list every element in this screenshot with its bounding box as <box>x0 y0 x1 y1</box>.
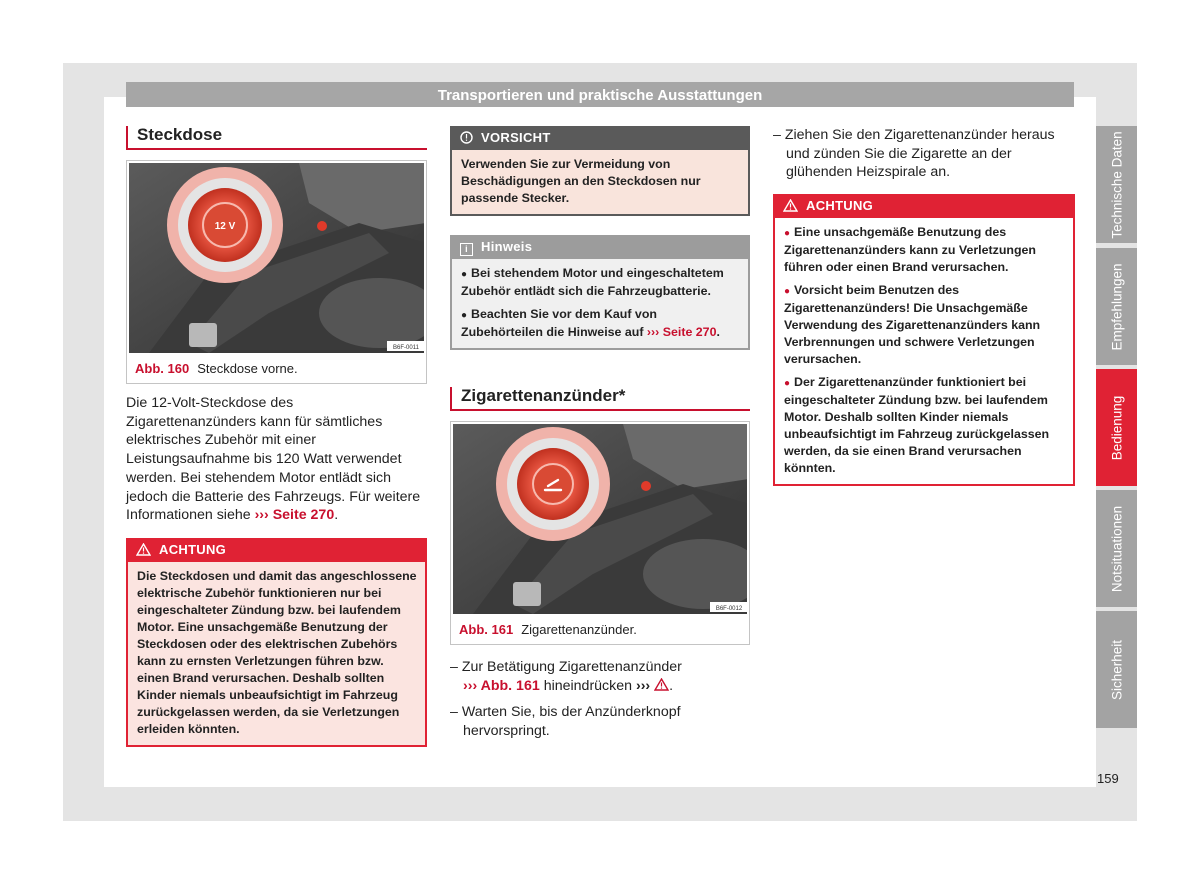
caution-circle-icon <box>460 131 473 144</box>
tab-label: Sicherheit <box>1109 639 1124 700</box>
figure-code: B6F-0012 <box>715 606 743 612</box>
lighter-photo-illustration <box>453 424 747 614</box>
page-reference-link[interactable]: ››› Seite 270 <box>646 325 717 339</box>
tab-label: Technische Daten <box>1109 130 1124 239</box>
warning-header <box>773 194 1075 218</box>
figure-number: Abb. 161 <box>459 622 514 637</box>
figure-caption <box>127 353 426 383</box>
warning-triangle-icon <box>783 199 798 212</box>
hint-body <box>450 259 750 350</box>
tab-bedienung[interactable] <box>1096 369 1137 486</box>
warning-triangle-icon <box>136 543 151 556</box>
socket-label: 12 V <box>214 221 236 232</box>
column-right <box>773 126 1075 486</box>
body-text: Die 12-Volt-Steckdose des Zigarettenanzünders kann für sämtliches elektrisches Zubehör mit einer Leistungsaufnahme bis 120 Watt verwendet werden. Bei stehendem Motor entlädt sich jedoch die Batterie des Fahrzeugs. Für weitere Informationen siehe <box>126 395 421 524</box>
warning-box <box>773 194 1075 486</box>
hint-header <box>450 235 750 259</box>
hint-item <box>461 306 740 341</box>
warning-label: ACHTUNG <box>159 541 227 557</box>
tab-label: Empfehlungen <box>1109 262 1124 351</box>
warning-item: ● Der Zigarettenanzünder funktioniert bei eingeschalteter Zündung bzw. bei laufendem Motor. Deshalb sollten Kinder niemals unbeaufsichtigt im Fahrzeug zurückgelassen werden, da sie einen Brand verursachen könnten. <box>784 374 1065 477</box>
tab-empfehlungen[interactable] <box>1096 248 1137 365</box>
step-text: hineindrücken <box>543 677 633 694</box>
warning-label: ACHTUNG <box>806 198 874 214</box>
figure-code: B6F-0011 <box>393 345 419 351</box>
warning-item: ● Eine unsachgemäße Benutzung des Zigarettenanzünders kann zu Verletzungen führen oder einen Brand verursachen. <box>784 224 1065 276</box>
section-title-steckdose: Steckdose <box>126 126 427 150</box>
socket-photo-illustration <box>129 163 424 353</box>
hint-item-text: Beachten Sie vor dem Kauf von Zubehörteilen die Hinweise auf <box>461 307 657 339</box>
info-icon: i <box>460 243 473 256</box>
warning-header <box>126 538 427 562</box>
hint-label: Hinweis <box>481 239 533 254</box>
instruction-step <box>450 658 750 695</box>
figure-160 <box>126 160 427 384</box>
tab-label: Notsituationen <box>1109 505 1124 592</box>
step-text-end: . <box>669 677 674 694</box>
figure-caption-text: Zigarettenanzünder. <box>521 622 637 637</box>
tab-technische-daten[interactable] <box>1096 126 1137 243</box>
hint-box <box>450 235 750 350</box>
caution-box <box>450 126 750 216</box>
tab-sicherheit[interactable] <box>1096 611 1137 728</box>
chapter-header: Transportieren und praktische Ausstattungen <box>126 82 1074 107</box>
body-text-end: . <box>334 507 339 524</box>
column-left <box>126 126 427 747</box>
step-text: – Zur Betätigung Zigarettenanzünder <box>450 659 682 675</box>
reference-arrow: ››› <box>635 677 651 694</box>
page-number: 159 <box>1097 771 1119 786</box>
warning-body <box>773 218 1075 486</box>
hint-item: ● Bei stehendem Motor und eingeschaltetem Zubehör entlädt sich die Fahrzeugbatterie. <box>461 265 740 300</box>
caution-label: VORSICHT <box>481 130 551 145</box>
tab-label: Bedienung <box>1109 395 1124 460</box>
warning-text: Die Steckdosen und damit das angeschlossene elektrische Zubehör funktionieren nur bei eingeschalteter Zündung bzw. bei laufendem Motor. Eine unsachgemäße Benutzung der Steckdosen oder des elektrischen Zubehörs kann zu ernsten Verletzungen führen bzw. einen Brand verursachen. Deshalb sollten Kinder niemals unbeaufsichtigt im Fahrzeug zurückgelassen werden, da sie Verletzungen erleiden könnten. <box>126 562 427 747</box>
warning-box <box>126 538 427 747</box>
figure-reference-link[interactable]: ››› Abb. 161 <box>463 677 540 694</box>
section-title-zigarettenanzuender: Zigarettenanzünder* <box>450 387 750 411</box>
figure-caption-text: Steckdose vorne. <box>197 361 298 376</box>
instruction-step: – Warten Sie, bis der Anzünderknopf hervorspringt. <box>450 704 681 740</box>
caution-header <box>450 126 750 150</box>
socket-photo <box>129 163 424 353</box>
caution-text: Verwenden Sie zur Vermeidung von Beschädigungen an den Steckdosen nur passende Stecker. <box>450 150 750 216</box>
body-paragraph <box>126 394 427 525</box>
warning-item: ● Vorsicht beim Benutzen des Zigarettenanzünders! Die Unsachgemäße Verwendung des Zigarettenanzünders kann Verbrennungen und schwere Verletzungen verursachen. <box>784 282 1065 368</box>
tab-notsituationen[interactable] <box>1096 490 1137 607</box>
figure-161 <box>450 421 750 645</box>
warning-triangle-icon <box>654 678 669 691</box>
lighter-photo <box>453 424 747 614</box>
hint-item-end: . <box>716 325 720 339</box>
instruction-step: – Ziehen Sie den Zigarettenanzünder heraus und zünden Sie die Zigarette an der glühenden Heizspirale an. <box>773 127 1055 181</box>
figure-caption <box>451 614 749 644</box>
column-middle <box>450 126 750 741</box>
figure-number: Abb. 160 <box>135 361 190 376</box>
page-reference-link[interactable]: ››› Seite 270 <box>254 507 335 524</box>
